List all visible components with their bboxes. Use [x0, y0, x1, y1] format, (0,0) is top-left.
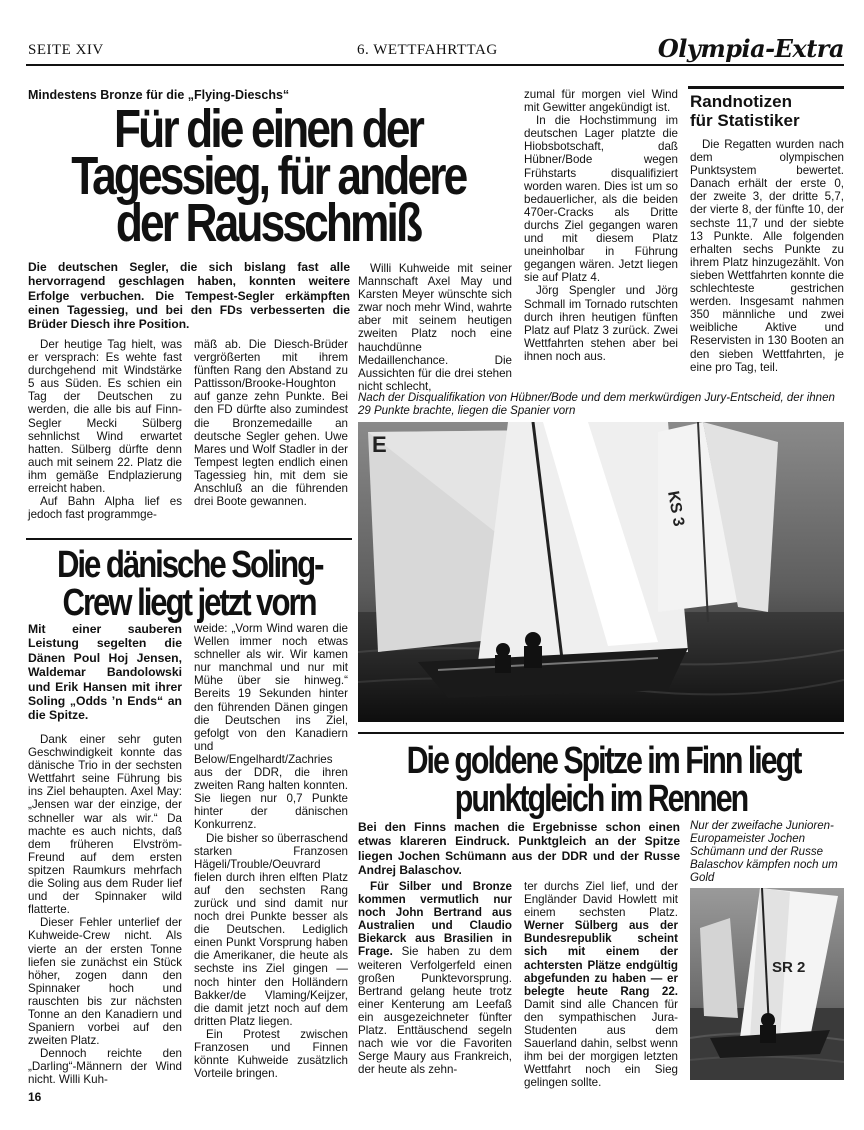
story1-headline-line: der Rausschmiß: [115, 193, 421, 253]
paragraph: mäß ab. Die Diesch-Brüder vergrößerten mit ihrem fünften Rang den Abstand zu Pattisson/Brooke-Houghton auf ganze zehn Punkte. Bei den FD dürfte also zumindest die Bronzemedaille an deutsche Segler gehen. Uwe Mares und Wolf Stadler in der Tempest legten endlich einen Tagessieg hin, mit dem sie Anschluß an die führenden drei Boote gewannen.: [194, 338, 348, 509]
masthead-logo: Olympia-Extra: [657, 34, 844, 63]
page-day-label: 6. WETTFAHRTTAG: [357, 42, 498, 58]
paragraph: Dennoch reichte den „Darling“-Männern der Wind nicht. Willi Kuh-: [28, 1047, 182, 1087]
story2-column-2: [194, 622, 348, 1080]
paragraph: Jörg Spengler und Jörg Schmall im Tornado rutschten durch ihren heutigen fünften Platz auf Platz 3 zurück. Zwei Wettfahrten stehen aber bei ihnen noch aus.: [524, 284, 678, 363]
paragraph: Die bisher so überraschend starken Franzosen Hägeli/Trouble/Oeuvrard fielen durch ihren elften Platz auf den sechsten Rang zurück und sind damit nur noch drei Punkte besser als die Deutschen. Lediglich einen Punkt Vorsprung haben die Amerikaner, die heute als sechste ins Ziel gingen — noch hinter den Holländern Bakker/de Vlaming/Keijzer, die damit jetzt noch auf dem dritten Platz liegen.: [194, 831, 348, 1028]
story3-column-1: [358, 880, 512, 1076]
photo1-caption: Nach der Disqualifikation von Hübner/Bode und dem merkwürdigen Jury-Entscheid, der ihnen 29 Punkte brachte, liegen die Spanier vorn: [358, 392, 835, 417]
story2-column-1: [28, 733, 182, 1087]
story1-column-1: [28, 338, 182, 521]
photo2-sail-number: SR 2: [772, 959, 806, 976]
paragraph: Die Regatten wurden nach dem olympischen Punktsystem bewertet. Danach erhält der erste 0, der zweite 3, der dritte 5,7, der vierte 8, der fünfte 10, der sechste 11,7 und der siebte 13 Punkte. Alle folgenden erhalten sechs Punkte zu ihrem Platz hinzugezählt. Von sieben Wettfahrten konnte die schlechteste gestrichen werden. Insgesamt nahmen 350 männliche und zwei weibliche Aktive und Reservisten in 130 Booten an den sieben Wettfahrten, je eine pro Tag, teil.: [690, 138, 844, 374]
story2-headline: [28, 546, 350, 626]
page-number: 16: [28, 1090, 42, 1104]
story1-headline: [28, 99, 508, 253]
photo1-sail-letter: E: [372, 432, 387, 457]
story2-headline-line: Crew liegt jetzt vorn: [62, 582, 316, 624]
photo2-caption: Nur der zweifache Junioren-Europameister Jochen Schümann und der Russe Balaschov kämpfen noch um Gold: [690, 820, 838, 884]
story1-headline-line: Für die einen der: [114, 99, 422, 159]
sidebar-title-line: Randnotizen: [690, 92, 792, 111]
story1-kicker: Mindestens Bronze für die „Flying-Dieschs“: [28, 88, 290, 102]
story1-headline-line: Tagessieg, für andere: [71, 146, 466, 206]
photo2-image: [690, 888, 844, 1080]
header-rule: [26, 64, 844, 66]
sidebar-title: [690, 92, 800, 130]
story3-text: Sie haben zu dem weiteren Verfolgerfeld einen großen Punktevorsprung. Bertrand gelang heute trotz einer Kenterung am Leefaß ein ausgezeichneter fünfter Platz. Enttäuschend segeln nach wie vor die Favoriten Serge Maury aus Frankreich, der heute als zehn-: [358, 945, 512, 1077]
photo1-image: [358, 422, 844, 722]
paragraph: [524, 880, 678, 1090]
paragraph: Der heutige Tag hielt, was er versprach: Es wehte fast durchgehend mit Windstärke 5 aus Süden. Es schien ein Tag der Deutschen zu werden, die alle bis auf Finn-Segler Mecki Sülberg sehnlichst Wind erwartet hatten. Sülberg dürfte denn auch mit seinem 22. Platz die ihm gemäße Endplazierung erreicht haben.: [28, 338, 182, 496]
story3-rule: [358, 732, 844, 734]
story3-headline-line: punktgleich im Rennen: [454, 778, 748, 820]
story3-headline: [358, 742, 844, 822]
story3-column-2: [524, 880, 678, 1090]
story2-lead: Mit einer sauberen Leistung segelten die Dänen Poul Hoj Jensen, Waldemar Bandolowski und Erik Hansen mit ihrer Soling „Odds ’n Ends“ an die Spitze.: [28, 622, 182, 723]
story1-lead: Die deutschen Segler, die sich bislang fast alle hervorragend geschlagen haben, konnten weitere Erfolge verbuchen. Die Tempest-Segler erkämpften einen Tagessieg, und bei den FDs verbesserten die Brüder Diesch ihre Position.: [28, 260, 350, 332]
story1-column-4: [524, 88, 678, 363]
photo1-sailing-boats: [358, 422, 844, 722]
story3-bold-text: Werner Sülberg aus der Bundesrepublik scheint sich mit einem der achtersten Plätze endgültig abgefunden zu haben — er belegte heute Rang 22.: [524, 919, 678, 998]
paragraph: weide: „Vorm Wind waren die Wellen immer noch etwas schneller als wir. Wir kamen nur manchmal und nur mit Mühe über sie hinweg.“ Bereits 19 Sekunden hinter den führenden Dänen gingen die Deutschen ins Ziel, gefolgt von den Kanadiern und Below/Engelhardt/Zachries aus der DDR, die ihren zweiten Rang halten konnten. Sie liegen nur 0,7 Punkte hinter der dänischen Konkurrenz.: [194, 622, 348, 832]
paragraph: [358, 880, 512, 1076]
sidebar-title-line: für Statistiker: [690, 111, 800, 130]
sidebar-text: [690, 138, 844, 374]
paragraph: Ein Protest zwischen Franzosen und Finnen könnte Kuhweide zusätzlich Vorteile bringen.: [194, 1027, 348, 1081]
paragraph: Auf Bahn Alpha lief es jedoch fast programmge-: [28, 495, 182, 522]
paragraph: Dieser Fehler unterlief der Kuhweide-Crew nicht. Als vierte an der ersten Tonne liefen sie zunächst ein Stück höher, zogen dann den Spinnaker hoch und rauschten bis zur nächsten Tonne an den Kanadiern und Spaniern vorbei auf den zweiten Platz.: [28, 916, 182, 1048]
paragraph: In die Hochstimmung im deutschen Lager platzte die Hiobsbotschaft, daß Hübner/Bode wegen Frühstarts disqualifiziert worden waren. Dies ist um so bedauerlicher, als die beiden 470er-Cracks als Dritte durchs Ziel gegangen waren und mit diesem Platz uneinholbar in Führung gegangen wären. Jetzt liegen sie auf Platz 4.: [524, 114, 678, 285]
sidebar-rule: [688, 86, 844, 89]
paragraph: Dank einer sehr guten Geschwindigkeit konnte das dänische Trio in der sechsten Wettfahrt seine Führung bis ins Ziel behaupten. Axel May: „Jensen war der einzige, der schneller war als wir.“ Da machte es auch nichts, daß dem früheren Elvström-Freund auf dem ersten spitzen Raumkurs mehrfach die Soling aus dem Ruder lief und der Spinnaker wild flatterte.: [28, 733, 182, 917]
page-section-label: SEITE XIV: [28, 42, 104, 58]
photo2-finn-boat: [690, 888, 844, 1080]
story3-headline-line: Die goldene Spitze im Finn liegt: [406, 740, 801, 782]
sidebar-randnotizen: [688, 86, 844, 386]
story1-column-3: [358, 262, 512, 393]
story3-lead: Bei den Finns machen die Ergebnisse schon einen etwas klareren Eindruck. Punktgleich an der Spitze liegen Jochen Schümann aus der DDR und der Russe Andrej Balaschov.: [358, 820, 680, 877]
story3-text: Damit sind alle Chancen für den sympathischen Jura-Studenten aus dem Sauerland dahin, selbst wenn ihm bei der morgigen letzten Wettfahrt noch ein Sieg gelingen sollte.: [524, 997, 678, 1090]
story1-column-2: [194, 338, 348, 508]
story3-bold-intro: Für Silber und Bronze kommen vermutlich nur noch John Bertrand aus Australien und Claudio Biekarck aus Brasilien in Frage.: [358, 880, 512, 959]
photo1-sail-number: KS 3: [664, 489, 687, 528]
paragraph: zumal für morgen viel Wind mit Gewitter angekündigt ist.: [524, 88, 678, 115]
story2-rule: [26, 538, 352, 540]
story3-text: ter durchs Ziel lief, und der Engländer David Howlett mit einem sechsten Platz.: [524, 880, 678, 920]
paragraph: Willi Kuhweide mit seiner Mannschaft Axel May und Karsten Meyer wünschte sich zwar noch mehr Wind, wahrte aber mit seinem heutigen zweiten Platz noch eine hauchdünne Medaillenchance. Die Aussichten für die drei stehen nicht schlecht,: [358, 262, 512, 393]
story2-headline-line: Die dänische Soling-: [56, 544, 323, 586]
